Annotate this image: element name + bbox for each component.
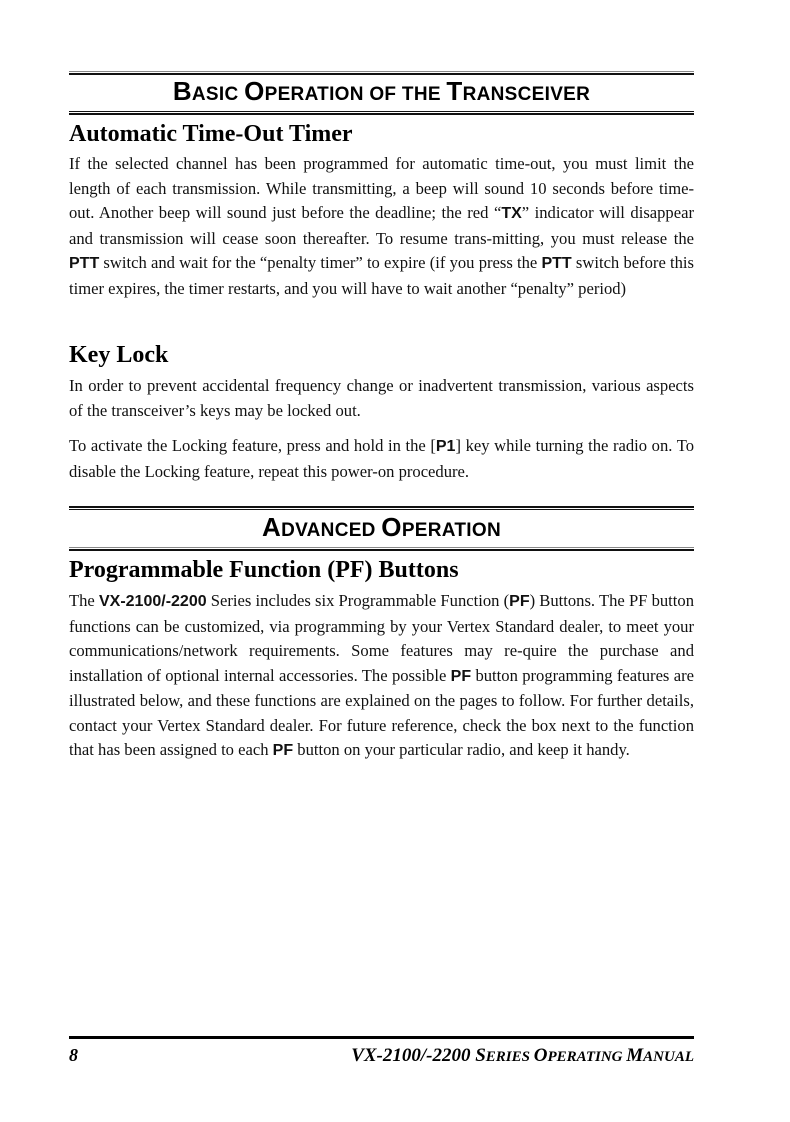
section-title: BASIC OPERATION OF THE TRANSCEIVER [172, 76, 591, 106]
section-header-advanced-operation [69, 506, 694, 551]
paragraph-keylock-2: To activate the Locking feature, press and hold in the [P1] key while turning the radio on. To disable the Locking feature, repeat this power-on procedure. [69, 436, 694, 481]
section-header-basic-operation [69, 71, 694, 115]
paragraph-keylock-1: In order to prevent accidental frequency change or inadvertent transmission, various aspects of the transceiver’s keys may be locked out. [69, 376, 694, 420]
paragraph-timeout: If the selected channel has been programmed for automatic time-out, you must limit the length of each transmission. While transmitting, a beep will sound 10 seconds before time-out. Another beep will sound just before the deadline; the red “TX” indicator will disappear and transmission will cease soon thereafter. To resume trans-mitting, you must release the PTT switch and wait for the “penalty timer” to expire (if you press the PTT switch before this timer expires, the timer restarts, and you will have to wait another “penalty” period) [69, 154, 694, 298]
manual-title: VX-2100/-2200 SERIES OPERATING MANUAL [351, 1045, 694, 1066]
heading-key-lock: Key Lock [69, 342, 169, 368]
heading-automatic-timeout-timer: Automatic Time-Out Timer [69, 121, 353, 147]
footer-rule [69, 1036, 694, 1039]
heading-programmable-function-buttons: Programmable Function (PF) Buttons [69, 557, 459, 583]
ptt-label: PTT [69, 255, 100, 272]
pf-label: PF [450, 667, 472, 685]
model-label: VX-2100/-2200 [98, 593, 207, 610]
pf-label: PF [509, 593, 530, 610]
section-title: ADVANCED OPERATION [261, 512, 501, 542]
p1-key-label: P1 [435, 438, 456, 455]
rule [69, 549, 694, 551]
rule [69, 509, 694, 510]
paragraph-pf-buttons: The VX-2100/-2200 Series includes six Programmable Function (PF) Buttons. The PF button functions can be customized, via programming by your Vertex Standard dealer, to meet your communications/network requirements. Some features may re-quire the purchase and installation of optional internal accessories. The possible PF button programming features are illustrated below, and these functions are explained on the pages to follow. For further details, contact your Vertex Standard dealer. For future reference, check the box next to the function that has been assigned to each PF button on your particular radio, and keep it handy. [69, 591, 694, 759]
tx-indicator-label: TX [501, 205, 522, 222]
pf-label: PF [272, 742, 294, 759]
page-footer [69, 1045, 694, 1067]
rule [69, 113, 694, 115]
rule [69, 73, 694, 75]
page-number: 8 [69, 1045, 78, 1065]
ptt-label: PTT [541, 255, 572, 272]
